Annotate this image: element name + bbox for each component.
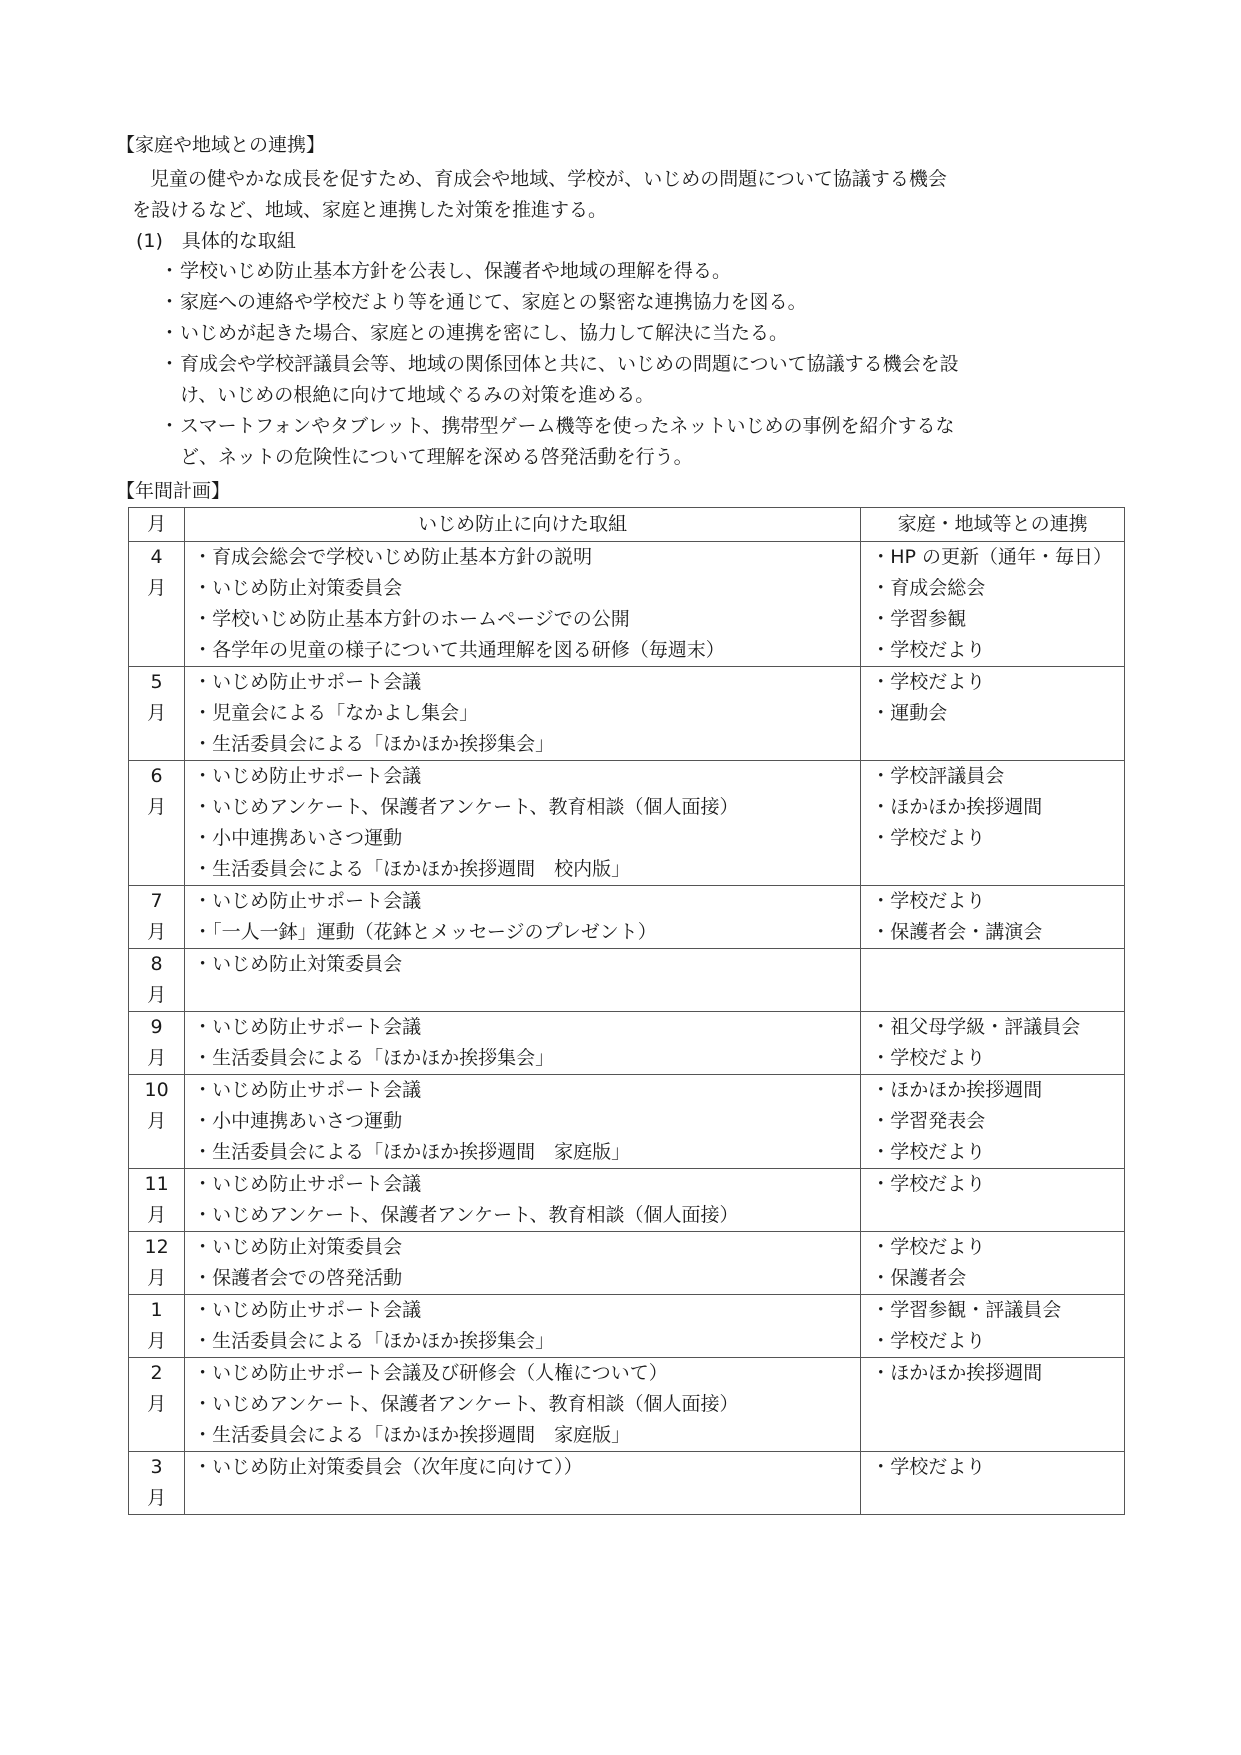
- month-cell: [129, 886, 185, 949]
- table-row: [129, 1075, 1125, 1169]
- home-cooperation-cell: [861, 1075, 1125, 1169]
- home-cooperation-item: ・ほかほか挨拶週間: [871, 1079, 1043, 1101]
- activity-item: ・小中連携あいさつ運動: [193, 827, 403, 849]
- table-row: [129, 667, 1125, 761]
- month-cell: [129, 1358, 185, 1452]
- month-unit: 月: [147, 1487, 167, 1509]
- list-item: [160, 318, 1120, 349]
- month-number: 9: [150, 1016, 163, 1038]
- table-row: [129, 1452, 1125, 1515]
- activity-item: ・保護者会での啓発活動: [193, 1267, 403, 1289]
- activities-list: [185, 1232, 860, 1294]
- home-cooperation-list: [861, 542, 1124, 666]
- activity-item: ・生活委員会による「ほかほか挨拶集会」: [193, 1047, 555, 1069]
- home-cooperation-list: [861, 1012, 1124, 1074]
- home-cooperation-item: ・学校だより: [871, 1141, 986, 1163]
- list-item-text: 家庭への連絡や学校だより等を通じて、家庭との緊密な連携協力を図る。: [180, 291, 807, 313]
- activities-cell: [185, 761, 861, 886]
- activity-item: ・生活委員会による「ほかほか挨拶週間 家庭版」: [193, 1141, 631, 1163]
- home-cooperation-item: ・学校だより: [871, 827, 986, 849]
- activities-list: [185, 761, 860, 885]
- home-cooperation-item: ・学校評議員会: [871, 765, 1005, 787]
- list-item-text: 育成会や学校評議員会等、地域の関係団体と共に、いじめの問題について協議する機会を設: [180, 353, 959, 375]
- month-unit: 月: [147, 1110, 167, 1132]
- month-number: 11: [144, 1173, 169, 1195]
- activity-item: ・いじめ防止サポート会議: [193, 765, 422, 787]
- activity-item: ・いじめ防止サポート会議及び研修会（人権について）: [193, 1362, 668, 1384]
- home-cooperation-list: [861, 761, 1124, 854]
- table-row: [129, 949, 1125, 1012]
- bullet-mark: ・: [160, 322, 180, 344]
- activities-list: [185, 1295, 860, 1357]
- activity-item: ・生活委員会による「ほかほか挨拶週間 校内版」: [193, 858, 631, 880]
- activities-cell: [185, 1075, 861, 1169]
- table-header-row: [129, 508, 1125, 542]
- month-unit: 月: [147, 1267, 167, 1289]
- activity-item: ・いじめ防止対策委員会（次年度に向けて））: [193, 1456, 583, 1478]
- home-cooperation-item: ・ほかほか挨拶週間: [871, 796, 1043, 818]
- month-cell: [129, 542, 185, 667]
- table-row: [129, 761, 1125, 886]
- month-unit: 月: [147, 1330, 167, 1352]
- month-number: 3: [150, 1456, 163, 1478]
- month-number: 4: [150, 546, 163, 568]
- activity-item: ・いじめアンケート、保護者アンケート、教育相談（個人面接）: [193, 1204, 739, 1226]
- month-number: 5: [150, 671, 163, 693]
- activities-list: [185, 542, 860, 666]
- home-cooperation-item: ・学習参観・評議員会: [871, 1299, 1062, 1321]
- activities-list: [185, 949, 860, 980]
- column-header-month: 月: [129, 508, 185, 542]
- bullet-mark: ・: [160, 415, 180, 437]
- month-number: 10: [144, 1079, 169, 1101]
- activity-item: ・学校いじめ防止基本方針のホームページでの公開: [193, 608, 630, 630]
- home-cooperation-list: [861, 667, 1124, 729]
- home-cooperation-cell: [861, 1452, 1125, 1515]
- home-cooperation-cell: [861, 1358, 1125, 1452]
- month-number: 6: [150, 765, 163, 787]
- list-item-text-continued: け、いじめの根絶に向けて地域ぐるみの対策を進める。: [180, 384, 655, 406]
- activity-item: ・いじめ防止サポート会議: [193, 671, 422, 693]
- activities-list: [185, 1358, 860, 1451]
- home-cooperation-cell: [861, 1169, 1125, 1232]
- activity-item: ・いじめ防止サポート会議: [193, 1079, 422, 1101]
- table-row: [129, 1232, 1125, 1295]
- activities-cell: [185, 1169, 861, 1232]
- activities-list: [185, 886, 860, 948]
- activities-cell: [185, 886, 861, 949]
- intro-paragraph: [132, 164, 1122, 226]
- bullet-mark: ・: [160, 353, 180, 375]
- list-item: [160, 411, 1120, 473]
- activity-item: ・生活委員会による「ほかほか挨拶集会」: [193, 733, 555, 755]
- home-cooperation-list: [861, 1075, 1124, 1168]
- activity-item: ・いじめアンケート、保護者アンケート、教育相談（個人面接）: [193, 796, 739, 818]
- activities-list: [185, 1012, 860, 1074]
- section-heading-cooperation: 【家庭や地域との連携】: [116, 134, 326, 156]
- home-cooperation-list: [861, 1452, 1124, 1483]
- activity-item: ・小中連携あいさつ運動: [193, 1110, 403, 1132]
- home-cooperation-item: ・運動会: [871, 702, 948, 724]
- list-item: [160, 256, 1120, 287]
- activity-item: ・いじめ防止対策委員会: [193, 577, 403, 599]
- month-unit: 月: [147, 796, 167, 818]
- home-cooperation-item: ・学校だより: [871, 1330, 986, 1352]
- home-cooperation-item: ・HP の更新（通年・毎日）: [871, 546, 1112, 568]
- month-number: 1: [150, 1299, 163, 1321]
- month-unit: 月: [147, 921, 167, 943]
- activities-list: [185, 1075, 860, 1168]
- column-header-home: 家庭・地域等との連携: [861, 508, 1125, 542]
- activities-cell: [185, 949, 861, 1012]
- month-number: 8: [150, 953, 163, 975]
- home-cooperation-item: ・祖父母学級・評議員会: [871, 1016, 1081, 1038]
- table-row: [129, 886, 1125, 949]
- activity-item: ・生活委員会による「ほかほか挨拶週間 家庭版」: [193, 1424, 631, 1446]
- activities-cell: [185, 667, 861, 761]
- section-heading-annual-plan: 【年間計画】: [116, 480, 231, 502]
- intro-line-2: を設けるなど、地域、家庭と連携した対策を推進する。: [132, 199, 608, 221]
- activity-item: ・生活委員会による「ほかほか挨拶集会」: [193, 1330, 555, 1352]
- home-cooperation-list: [861, 1295, 1124, 1357]
- month-cell: [129, 1075, 185, 1169]
- table-body: [129, 542, 1125, 1515]
- bullet-mark: ・: [160, 291, 180, 313]
- table-row: [129, 542, 1125, 667]
- activities-list: [185, 1452, 860, 1483]
- month-cell: [129, 1452, 185, 1515]
- home-cooperation-item: ・学校だより: [871, 890, 986, 912]
- month-unit: 月: [147, 984, 167, 1006]
- table-row: [129, 1295, 1125, 1358]
- home-cooperation-list: [861, 1169, 1124, 1200]
- home-cooperation-item: ・育成会総会: [871, 577, 986, 599]
- home-cooperation-item: ・学校だより: [871, 639, 986, 661]
- list-item: [160, 287, 1120, 318]
- home-cooperation-item: ・学校だより: [871, 1173, 986, 1195]
- activities-cell: [185, 1358, 861, 1452]
- home-cooperation-item: ・学校だより: [871, 671, 986, 693]
- table-row: [129, 1358, 1125, 1452]
- home-cooperation-item: ・学校だより: [871, 1456, 986, 1478]
- activity-item: ・「一人一鉢」運動（花鉢とメッセージのプレゼント）: [193, 921, 657, 943]
- month-unit: 月: [147, 702, 167, 724]
- activity-item: ・各学年の児童の様子について共通理解を図る研修（毎週末）: [193, 639, 725, 661]
- annual-plan-table: [128, 507, 1125, 1515]
- month-number: 12: [144, 1236, 169, 1258]
- activity-item: ・いじめ防止サポート会議: [193, 1016, 422, 1038]
- activity-item: ・いじめアンケート、保護者アンケート、教育相談（個人面接）: [193, 1393, 739, 1415]
- activities-cell: [185, 1012, 861, 1075]
- home-cooperation-item: ・保護者会・講演会: [871, 921, 1043, 943]
- activities-list: [185, 1169, 860, 1231]
- bullet-mark: ・: [160, 260, 180, 282]
- activities-cell: [185, 1295, 861, 1358]
- table-row: [129, 1012, 1125, 1075]
- month-number: 2: [150, 1362, 163, 1384]
- activity-item: ・児童会による「なかよし集会」: [193, 702, 479, 724]
- activity-item: ・いじめ防止サポート会議: [193, 1299, 422, 1321]
- home-cooperation-item: ・学習参観: [871, 608, 967, 630]
- activity-item: ・いじめ防止対策委員会: [193, 1236, 403, 1258]
- activity-item: ・育成会総会で学校いじめ防止基本方針の説明: [193, 546, 593, 568]
- home-cooperation-cell: [861, 949, 1125, 1012]
- list-item-text: スマートフォンやタブレット、携帯型ゲーム機等を使ったネットいじめの事例を紹介するな: [180, 415, 955, 437]
- home-cooperation-cell: [861, 1012, 1125, 1075]
- month-cell: [129, 949, 185, 1012]
- month-cell: [129, 1232, 185, 1295]
- activities-cell: [185, 1452, 861, 1515]
- activities-cell: [185, 1232, 861, 1295]
- month-unit: 月: [147, 1204, 167, 1226]
- month-unit: 月: [147, 1047, 167, 1069]
- home-cooperation-cell: [861, 667, 1125, 761]
- list-item-text-continued: ど、ネットの危険性について理解を深める啓発活動を行う。: [180, 446, 693, 468]
- activity-item: ・いじめ防止サポート会議: [193, 890, 422, 912]
- month-cell: [129, 761, 185, 886]
- home-cooperation-list: [861, 886, 1124, 948]
- measures-list: [160, 256, 1120, 473]
- home-cooperation-list: [861, 1358, 1124, 1389]
- month-cell: [129, 667, 185, 761]
- table-row: [129, 1169, 1125, 1232]
- home-cooperation-cell: [861, 886, 1125, 949]
- activities-cell: [185, 542, 861, 667]
- intro-line-1: 児童の健やかな成長を促すため、育成会や地域、学校が、いじめの問題について協議する機会: [150, 168, 947, 190]
- home-cooperation-cell: [861, 542, 1125, 667]
- subheading-concrete-measures: (1) 具体的な取組: [136, 230, 296, 252]
- month-cell: [129, 1012, 185, 1075]
- month-number: 7: [150, 890, 163, 912]
- home-cooperation-item: ・学校だより: [871, 1236, 986, 1258]
- month-cell: [129, 1295, 185, 1358]
- home-cooperation-cell: [861, 1232, 1125, 1295]
- activities-list: [185, 667, 860, 760]
- column-header-activities: いじめ防止に向けた取組: [185, 508, 861, 542]
- home-cooperation-item: ・学習発表会: [871, 1110, 986, 1132]
- month-unit: 月: [147, 577, 167, 599]
- home-cooperation-cell: [861, 1295, 1125, 1358]
- list-item: [160, 349, 1120, 411]
- month-unit: 月: [147, 1393, 167, 1415]
- list-item-text: 学校いじめ防止基本方針を公表し、保護者や地域の理解を得る。: [180, 260, 732, 282]
- home-cooperation-item: ・保護者会: [871, 1267, 967, 1289]
- activity-item: ・いじめ防止サポート会議: [193, 1173, 422, 1195]
- month-cell: [129, 1169, 185, 1232]
- home-cooperation-list: [861, 1232, 1124, 1294]
- home-cooperation-cell: [861, 761, 1125, 886]
- home-cooperation-item: ・学校だより: [871, 1047, 986, 1069]
- home-cooperation-item: ・ほかほか挨拶週間: [871, 1362, 1043, 1384]
- activity-item: ・いじめ防止対策委員会: [193, 953, 403, 975]
- list-item-text: いじめが起きた場合、家庭との連携を密にし、協力して解決に当たる。: [180, 322, 789, 344]
